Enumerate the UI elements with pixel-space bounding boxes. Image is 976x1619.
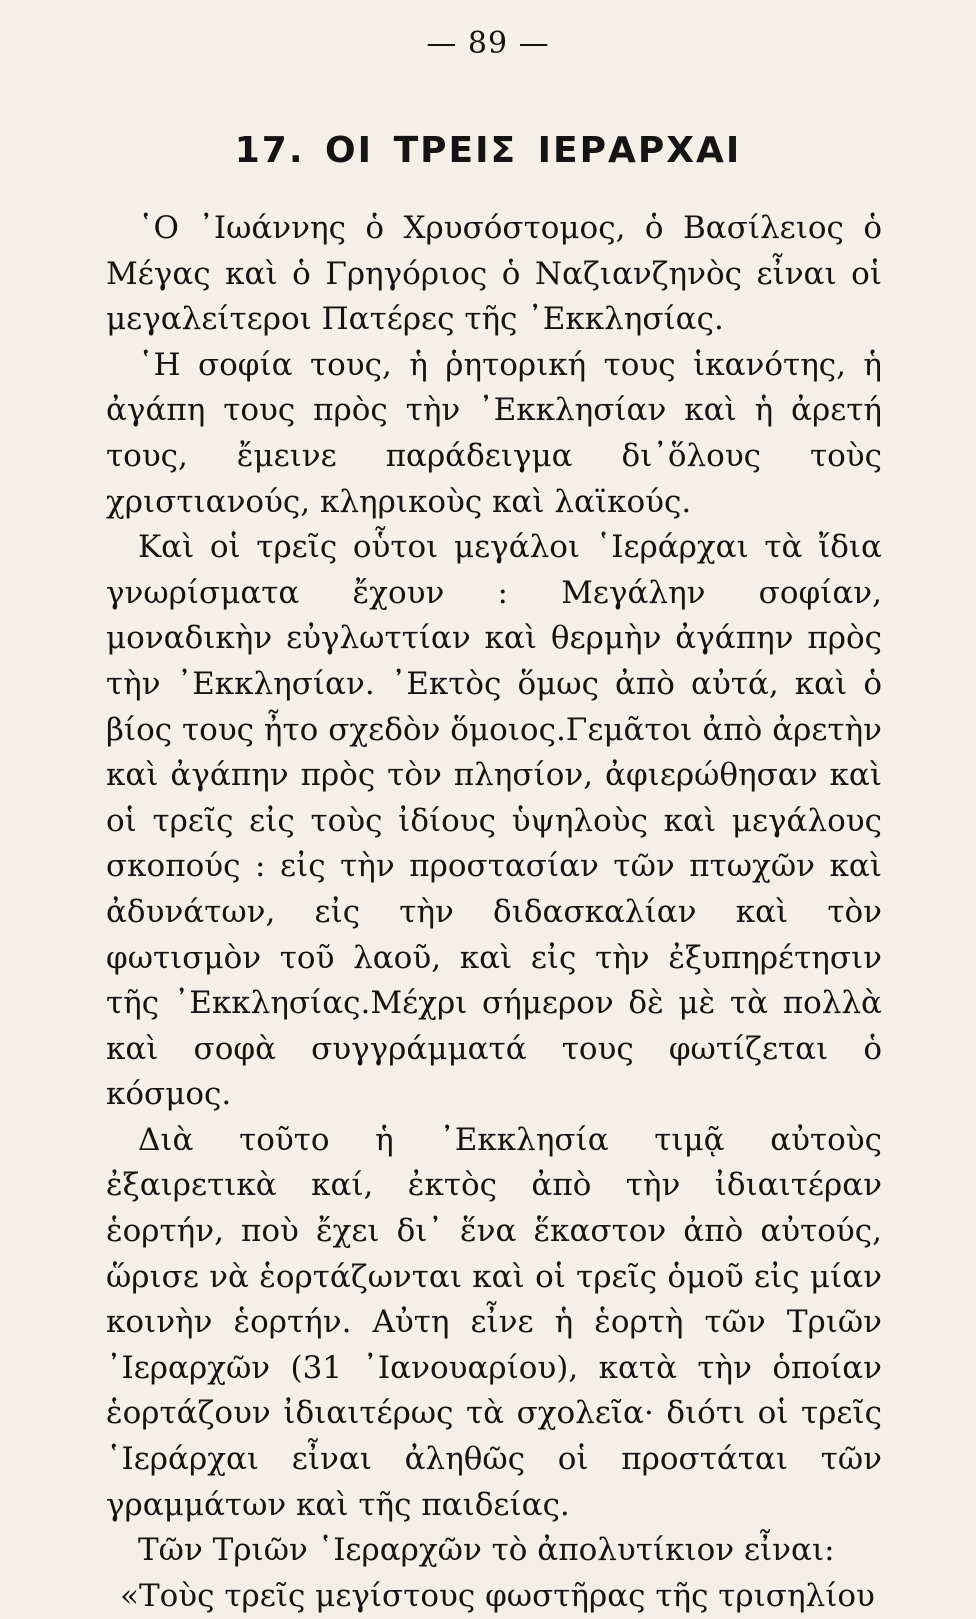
- paragraph: ῾Η σοφία τους, ἡ ῥητορική τους ἱκανότης, ἡ ἀγάπη τους πρὸς τὴν ᾿Εκκλησίαν καὶ ἡ ἀρετή τους, ἔμεινε παράδειγμα δι᾿ὅλους τοὺς χριστιανούς, κληρικοὺς καὶ λαϊκούς.: [106, 346, 882, 520]
- paragraph: Καὶ οἱ τρεῖς οὗτοι μεγάλοι ῾Ιεράρχαι τὰ ἴδια γνωρίσματα ἔχουν : Μεγάλην σοφίαν, μοναδικὴν εὐγλωττίαν καὶ θερμὴν ἀγάπην πρὸς τὴν ᾿Εκκλησίαν. ᾿Εκτὸς ὅμως ἀπὸ αὐτά, καὶ ὁ βίος τους ἦτο σχεδὸν ὅμοιος.Γεμᾶτοι ἀπὸ ἀρετὴν καὶ ἀγάπην πρὸς τὸν πλησίον, ἀφιερώθησαν καὶ οἱ τρεῖς εἰς τοὺς ἰδίους ὑψηλοὺς καὶ μεγάλους σκοπούς : εἰς τὴν προστασίαν τῶν πτωχῶν καὶ ἀδυνάτων, εἰς τὴν διδασκαλίαν καὶ τὸν φωτισμὸν τοῦ λαοῦ, καὶ εἰς τὴν ἐξυπηρέτησιν τῆς ᾿Εκκλησίας.Μέχρι σήμερον δὲ μὲ τὰ πολλὰ καὶ σοφὰ συγγράμματά τους φωτίζεται ὁ κόσμος.: [106, 529, 882, 1113]
- paragraph: Διὰ τοῦτο ἡ ᾿Εκκλησία τιμᾷ αὐτοὺς ἐξαιρετικὰ καί, ἐκτὸς ἀπὸ τὴν ἰδιαιτέραν ἑορτήν, ποὺ ἔχει δι᾿ ἕνα ἕκαστον ἀπὸ αὐτούς, ὥρισε νὰ ἑορτάζωνται καὶ οἱ τρεῖς ὁμοῦ εἰς μίαν κοινὴν ἑορτήν. Αὐτη εἶνε ἡ ἑορτὴ τῶν Τριῶν ᾿Ιεραρχῶν (31 ᾿Ιανουαρίου), κατὰ τὴν ὁποίαν ἑορτάζουν ἰδιαιτέρως τὰ σχολεῖα· διότι οἱ τρεῖς ῾Ιεράρχαι εἶναι ἀληθῶς οἱ προστάται τῶν γραμμάτων καὶ τῆς παιδείας.: [106, 1121, 882, 1523]
- paragraph: ῾Ο ᾿Ιωάννης ὁ Χρυσόστομος, ὁ Βασίλειος ὁ Μέγας καὶ ὁ Γρηγόριος ὁ Ναζιανζηνὸς εἶναι οἱ μεγαλείτεροι Πατέρες τῆς ᾿Εκκλησίας.: [106, 210, 882, 338]
- chapter-title: 17. ΟΙ ΤΡΕΙΣ ΙΕΡΑΡΧΑΙ: [234, 130, 742, 171]
- hymn-opening-line: «Τοὺς τρεῖς μεγίστους φωστῆρας τῆς τρισηλίου: [120, 1577, 875, 1614]
- paragraph: Τῶν Τριῶν ῾Ιεραρχῶν τὸ ἀπολυτίκιον εἶναι:: [138, 1532, 835, 1569]
- page-number: — 89 —: [426, 26, 550, 61]
- body-text: [106, 206, 882, 1619]
